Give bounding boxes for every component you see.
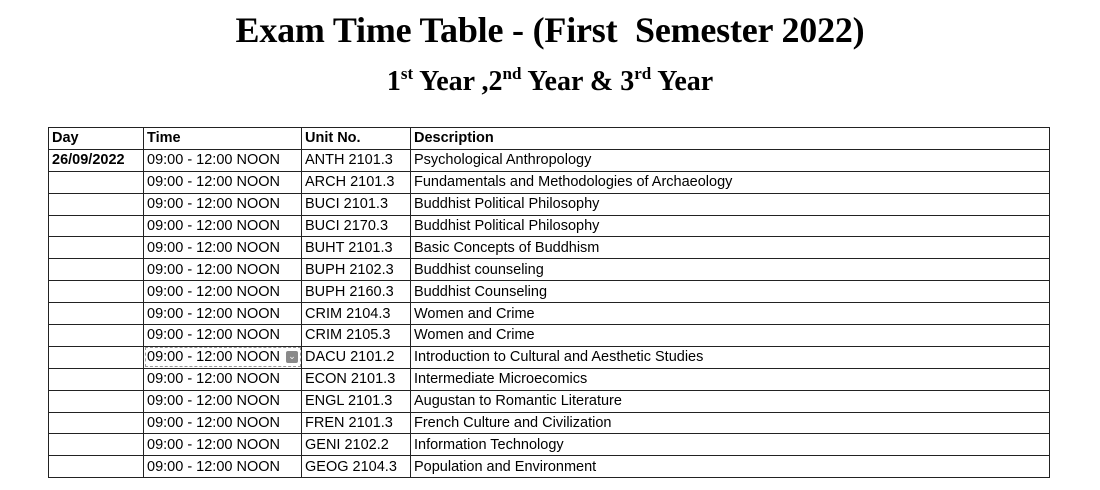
time-cell-text: 09:00 - 12:00 NOON	[147, 349, 280, 366]
description-cell-text: Buddhist Counseling	[414, 283, 548, 300]
unit-cell-text: BUHT 2101.3	[305, 239, 393, 256]
time-cell-text: 09:00 - 12:00 NOON	[147, 458, 280, 475]
table-row	[49, 434, 1050, 456]
description-cell[interactable]	[411, 456, 1050, 478]
unit-cell[interactable]	[302, 346, 411, 368]
description-cell-text: Introduction to Cultural and Aesthetic Studies	[414, 349, 704, 366]
description-cell-text: Buddhist Political Philosophy	[414, 196, 600, 213]
description-cell-text: Women and Crime	[414, 327, 535, 344]
time-cell[interactable]	[144, 456, 302, 478]
unit-cell[interactable]	[302, 368, 411, 390]
subtitle-text: Year ,2	[413, 66, 503, 97]
subtitle-text: Year	[651, 66, 714, 97]
table-row	[49, 412, 1050, 434]
description-cell-text: Fundamentals and Methodologies of Archaeology	[414, 174, 733, 191]
unit-cell[interactable]	[302, 456, 411, 478]
page-title: Exam Time Table - (First Semester 2022)	[235, 10, 865, 50]
day-cell[interactable]	[49, 171, 144, 193]
day-cell[interactable]	[49, 412, 144, 434]
day-cell[interactable]	[49, 149, 144, 171]
unit-cell-text: ENGL 2101.3	[305, 393, 393, 410]
description-cell-text: Psychological Anthropology	[414, 152, 592, 169]
table-row	[49, 390, 1050, 412]
table-row	[49, 193, 1050, 215]
unit-cell-text: BUPH 2160.3	[305, 283, 394, 300]
unit-cell[interactable]	[302, 434, 411, 456]
day-cell[interactable]	[49, 237, 144, 259]
ordinal-suffix: rd	[634, 64, 652, 83]
exam-timetable	[48, 127, 1050, 478]
time-cell[interactable]	[144, 149, 302, 171]
day-cell[interactable]	[49, 325, 144, 347]
time-cell[interactable]	[144, 259, 302, 281]
time-cell[interactable]	[144, 368, 302, 390]
time-cell[interactable]	[144, 434, 302, 456]
description-cell[interactable]	[411, 149, 1050, 171]
time-cell-text: 09:00 - 12:00 NOON	[147, 305, 280, 322]
table-row	[49, 456, 1050, 478]
time-cell-text: 09:00 - 12:00 NOON	[147, 152, 280, 169]
unit-cell[interactable]	[302, 215, 411, 237]
description-cell[interactable]	[411, 281, 1050, 303]
time-cell-text: 09:00 - 12:00 NOON	[147, 174, 280, 191]
description-cell[interactable]	[411, 412, 1050, 434]
subtitle-text: 1	[386, 66, 401, 97]
time-cell-text: 09:00 - 12:00 NOON	[147, 393, 280, 410]
day-cell[interactable]	[49, 346, 144, 368]
unit-cell-text: ARCH 2101.3	[305, 174, 395, 191]
unit-cell-text: GEOG 2104.3	[305, 458, 397, 475]
description-cell-text: Population and Environment	[414, 458, 597, 475]
ordinal-suffix: nd	[502, 64, 522, 83]
unit-cell[interactable]	[302, 281, 411, 303]
time-cell[interactable]	[144, 390, 302, 412]
table-row	[49, 149, 1050, 171]
column-header-time: Time	[144, 128, 302, 150]
unit-cell[interactable]	[302, 149, 411, 171]
unit-cell[interactable]	[302, 237, 411, 259]
time-cell[interactable]	[144, 325, 302, 347]
unit-cell[interactable]	[302, 303, 411, 325]
table-row	[49, 303, 1050, 325]
table-row	[49, 171, 1050, 193]
description-cell[interactable]	[411, 259, 1050, 281]
description-cell-text: Basic Concepts of Buddhism	[414, 239, 600, 256]
time-cell[interactable]	[144, 171, 302, 193]
unit-cell-text: GENI 2102.2	[305, 436, 389, 453]
day-cell-text: 26/09/2022	[52, 152, 125, 169]
description-cell-text: Buddhist Political Philosophy	[414, 218, 600, 234]
description-cell-text: French Culture and Civilization	[414, 415, 612, 432]
time-cell[interactable]	[144, 346, 302, 368]
description-cell-text: Buddhist counseling	[414, 261, 544, 278]
table-row	[49, 346, 1050, 368]
time-cell[interactable]	[144, 215, 302, 237]
day-cell[interactable]	[49, 193, 144, 215]
column-header-day: Day	[49, 128, 144, 150]
time-cell-text: 09:00 - 12:00 NOON	[147, 415, 280, 432]
day-cell[interactable]	[49, 390, 144, 412]
time-cell-text: 09:00 - 12:00 NOON	[147, 261, 280, 278]
description-cell[interactable]	[411, 215, 1050, 237]
description-cell[interactable]	[411, 237, 1050, 259]
time-cell-text: 09:00 - 12:00 NOON	[147, 196, 280, 213]
table-row	[49, 368, 1050, 390]
table-row	[49, 237, 1050, 259]
unit-cell[interactable]	[302, 171, 411, 193]
day-cell[interactable]	[49, 368, 144, 390]
description-cell[interactable]	[411, 390, 1050, 412]
subtitle-text: Year & 3	[521, 66, 635, 97]
day-cell[interactable]	[49, 434, 144, 456]
table-header-row	[49, 128, 1050, 150]
day-cell[interactable]	[49, 456, 144, 478]
time-cell-text: 09:00 - 12:00 NOON	[147, 218, 280, 234]
description-cell[interactable]	[411, 303, 1050, 325]
page-subtitle	[0, 62, 1100, 102]
time-cell-text: 09:00 - 12:00 NOON	[147, 239, 280, 256]
day-cell[interactable]	[49, 215, 144, 237]
column-header-unit: Unit No.	[302, 128, 411, 150]
time-cell-text: 09:00 - 12:00 NOON	[147, 371, 280, 388]
unit-cell[interactable]	[302, 412, 411, 434]
unit-cell-text: CRIM 2105.3	[305, 327, 391, 344]
unit-cell[interactable]	[302, 325, 411, 347]
time-cell[interactable]	[144, 281, 302, 303]
ordinal-suffix: st	[400, 64, 414, 83]
table-row	[49, 325, 1050, 347]
day-cell[interactable]	[49, 303, 144, 325]
unit-cell-text: FREN 2101.3	[305, 415, 393, 432]
description-cell-text: Augustan to Romantic Literature	[414, 393, 622, 410]
column-header-description: Description	[411, 128, 1050, 150]
unit-cell-text: CRIM 2104.3	[305, 305, 391, 322]
description-cell[interactable]	[411, 325, 1050, 347]
unit-cell[interactable]	[302, 193, 411, 215]
unit-cell-text: ECON 2101.3	[305, 371, 396, 388]
time-cell[interactable]	[144, 193, 302, 215]
table-row	[49, 259, 1050, 281]
day-cell[interactable]	[49, 259, 144, 281]
unit-cell[interactable]	[302, 390, 411, 412]
description-cell[interactable]	[411, 193, 1050, 215]
unit-cell-text: ANTH 2101.3	[305, 152, 393, 169]
time-cell[interactable]	[144, 412, 302, 434]
unit-cell-text: BUCI 2101.3	[305, 196, 389, 213]
description-cell[interactable]	[411, 346, 1050, 368]
unit-cell-text: BUCI 2170.3	[305, 218, 389, 234]
description-cell[interactable]	[411, 368, 1050, 390]
time-cell-text: 09:00 - 12:00 NOON	[147, 283, 280, 300]
time-cell-text: 09:00 - 12:00 NOON	[147, 436, 280, 453]
unit-cell-text: BUPH 2102.3	[305, 261, 394, 278]
table-row	[49, 281, 1050, 303]
unit-cell[interactable]	[302, 259, 411, 281]
time-cell-text: 09:00 - 12:00 NOON	[147, 327, 280, 344]
unit-cell-text: DACU 2101.2	[305, 349, 395, 366]
time-cell[interactable]	[144, 303, 302, 325]
table-row	[49, 215, 1050, 237]
description-cell-text: Information Technology	[414, 436, 564, 453]
time-cell[interactable]	[144, 237, 302, 259]
description-cell-text: Intermediate Microecomics	[414, 371, 588, 388]
description-cell[interactable]	[411, 434, 1050, 456]
chevron-down-icon[interactable]: ⌄	[286, 351, 298, 363]
description-cell[interactable]	[411, 171, 1050, 193]
description-cell-text: Women and Crime	[414, 305, 535, 322]
day-cell[interactable]	[49, 281, 144, 303]
